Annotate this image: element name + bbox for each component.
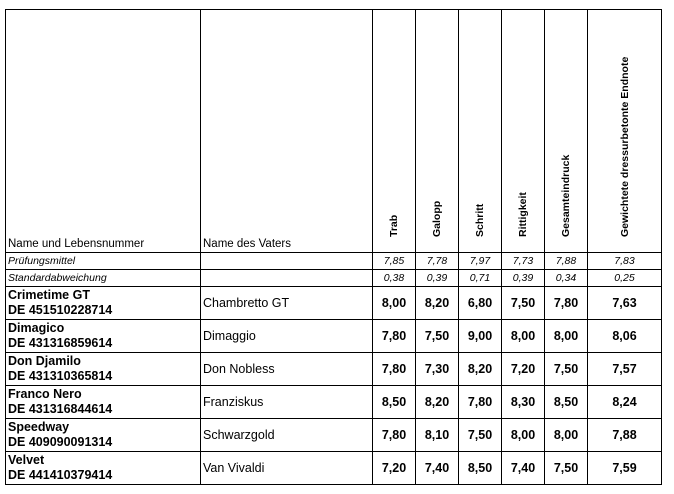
stat-value: 0,39 (502, 270, 545, 287)
stat-label: Prüfungsmittel (6, 253, 201, 270)
horse-name: Dimagico (8, 321, 65, 335)
score-trab: 7,80 (373, 353, 416, 386)
score-endnote: 7,57 (588, 353, 662, 386)
table-row (6, 386, 662, 419)
header-father: Name des Vaters (201, 10, 373, 253)
table-row (6, 452, 662, 485)
header-schritt (459, 10, 502, 253)
stat-value: 7,83 (588, 253, 662, 270)
horse-name: Franco Nero (8, 387, 82, 401)
header-trab (373, 10, 416, 253)
stat-value: 7,73 (502, 253, 545, 270)
horse-cell (6, 452, 201, 485)
score-schritt: 7,80 (459, 386, 502, 419)
horse-cell (6, 353, 201, 386)
score-endnote: 7,59 (588, 452, 662, 485)
score-schritt: 7,50 (459, 419, 502, 452)
stat-label: Standardabweichung (6, 270, 201, 287)
stat-row-pruefungsmittel (6, 253, 662, 270)
horse-name: Don Djamilo (8, 354, 81, 368)
father-name: Van Vivaldi (201, 452, 373, 485)
stat-value: 0,39 (416, 270, 459, 287)
header-label: Rittigkeit (516, 191, 529, 237)
score-galopp: 7,50 (416, 320, 459, 353)
score-galopp: 7,40 (416, 452, 459, 485)
table-row (6, 353, 662, 386)
score-rittigkeit: 8,30 (502, 386, 545, 419)
score-endnote: 7,63 (588, 287, 662, 320)
father-name: Dimaggio (201, 320, 373, 353)
header-label: Trab (387, 214, 400, 237)
horse-id: DE 409090091314 (8, 435, 113, 449)
score-gesamteindruck: 8,00 (545, 419, 588, 452)
horse-id: DE 431316859614 (8, 336, 113, 350)
horse-cell (6, 386, 201, 419)
score-endnote: 8,06 (588, 320, 662, 353)
score-endnote: 7,88 (588, 419, 662, 452)
score-galopp: 7,30 (416, 353, 459, 386)
horse-id: DE 431310365814 (8, 369, 113, 383)
score-gesamteindruck: 7,80 (545, 287, 588, 320)
score-rittigkeit: 7,20 (502, 353, 545, 386)
horse-cell (6, 287, 201, 320)
score-schritt: 8,20 (459, 353, 502, 386)
stat-value: 0,38 (373, 270, 416, 287)
father-name: Schwarzgold (201, 419, 373, 452)
stat-value: 0,71 (459, 270, 502, 287)
horse-name: Speedway (8, 420, 70, 434)
header-label: Schritt (473, 203, 486, 237)
header-label: Gesamteindruck (559, 154, 572, 237)
stat-value: 7,85 (373, 253, 416, 270)
stat-empty-cell (201, 253, 373, 270)
stat-value: 0,34 (545, 270, 588, 287)
score-gesamteindruck: 7,50 (545, 452, 588, 485)
table-row (6, 287, 662, 320)
horse-id: DE 431316844614 (8, 402, 113, 416)
score-galopp: 8,20 (416, 386, 459, 419)
horse-cell (6, 419, 201, 452)
results-table (5, 9, 662, 485)
horse-name: Crimetime GT (8, 288, 90, 302)
father-name: Franziskus (201, 386, 373, 419)
stat-value: 0,25 (588, 270, 662, 287)
stat-row-standardabweichung (6, 270, 662, 287)
score-trab: 8,50 (373, 386, 416, 419)
header-label: Galopp (430, 200, 443, 237)
score-trab: 7,20 (373, 452, 416, 485)
score-schritt: 8,50 (459, 452, 502, 485)
stat-empty-cell (201, 270, 373, 287)
father-name: Don Nobless (201, 353, 373, 386)
header-name-id: Name und Lebensnummer (6, 10, 201, 253)
score-rittigkeit: 7,40 (502, 452, 545, 485)
horse-cell (6, 320, 201, 353)
header-gesamteindruck (545, 10, 588, 253)
score-gesamteindruck: 7,50 (545, 353, 588, 386)
score-rittigkeit: 8,00 (502, 320, 545, 353)
score-schritt: 9,00 (459, 320, 502, 353)
horse-name: Velvet (8, 453, 45, 467)
score-trab: 7,80 (373, 419, 416, 452)
table-row (6, 320, 662, 353)
father-name: Chambretto GT (201, 287, 373, 320)
score-gesamteindruck: 8,50 (545, 386, 588, 419)
score-trab: 8,00 (373, 287, 416, 320)
score-endnote: 8,24 (588, 386, 662, 419)
horse-id: DE 441410379414 (8, 468, 113, 482)
stat-value: 7,88 (545, 253, 588, 270)
score-galopp: 8,20 (416, 287, 459, 320)
stat-value: 7,97 (459, 253, 502, 270)
horse-id: DE 451510228714 (8, 303, 113, 317)
table-row (6, 419, 662, 452)
header-rittigkeit (502, 10, 545, 253)
header-label: Gewichtete dressurbetonte Endnote (618, 56, 631, 237)
score-rittigkeit: 7,50 (502, 287, 545, 320)
score-trab: 7,80 (373, 320, 416, 353)
score-schritt: 6,80 (459, 287, 502, 320)
score-gesamteindruck: 8,00 (545, 320, 588, 353)
stat-value: 7,78 (416, 253, 459, 270)
score-galopp: 8,10 (416, 419, 459, 452)
score-rittigkeit: 8,00 (502, 419, 545, 452)
header-galopp (416, 10, 459, 253)
header-endnote (588, 10, 662, 253)
header-row (6, 10, 662, 253)
